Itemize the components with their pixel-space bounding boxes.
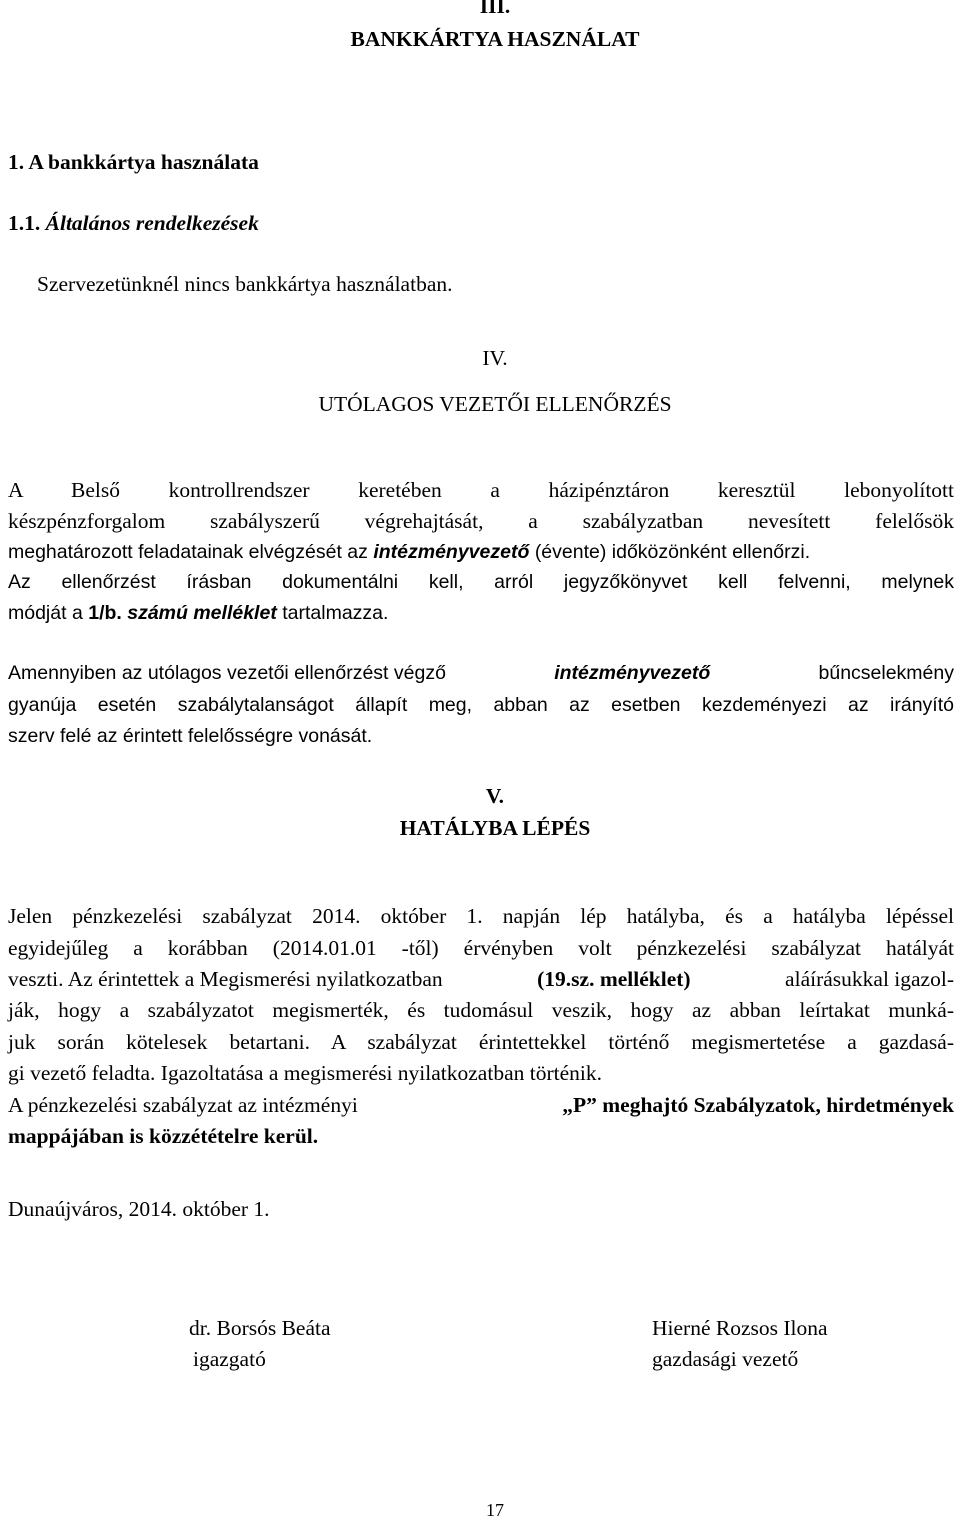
section-4-number: IV. [482,346,508,370]
text-run: Amennyiben az utólagos vezetői ellenőrzést végző [8,662,446,684]
place-and-date: Dunaújváros, 2014. október 1. [8,1197,270,1221]
paragraph-line [8,541,954,564]
section-3-title: BANKKÁRTYA HASZNÁLAT [350,27,640,51]
section-4-title: UTÓLAGOS VEZETŐI ELLENŐRZÉS [318,392,672,416]
paragraph-line: szerv felé az érintett felelősségre vonását. [8,725,373,747]
section-3-number: III. [479,0,511,18]
paragraph-line: készpénzforgalom szabályszerű végrehajtását, a szabályzatban nevesített felelősök [8,509,954,533]
subheading-number: 1.1. [8,211,41,235]
signature-role-right: gazdasági vezető [652,1347,799,1371]
text-run: bűncselekmény [818,662,954,684]
text-run-emphasis: intézményvezető [373,541,530,563]
text-run-emphasis: számú melléklet [127,602,277,624]
text-run: meghatározott feladatainak elvégzését az [8,541,368,563]
subheading-general-provisions [8,211,954,236]
subheading-bankcard-use: 1. A bankkártya használata [8,150,259,174]
signature-name-left: dr. Borsós Beáta [189,1316,331,1340]
paragraph-line: mappájában is közzétételre kerül. [8,1124,319,1148]
paragraph-line [8,602,954,625]
text-run: tartalmazza. [282,602,389,624]
paragraph-line: ják, hogy a szabályzatot megismerték, és tudomásul veszik, hogy az abban leírtakat munká- [8,998,954,1022]
paragraph-line [8,967,954,992]
signature-role-left: igazgató [193,1347,266,1371]
paragraph-line: juk során kötelesek betartani. A szabályzat érintettekkel történő megismertetése a gazdasá- [8,1030,954,1054]
section-5-title: HATÁLYBA LÉPÉS [399,816,591,840]
section-3-body: Szervezetünknél nincs bankkártya használatban. [37,272,453,296]
text-run: (évente) időközönként ellenőrzi. [534,541,811,563]
paragraph-line: A Belső kontrollrendszer keretében a házipénztáron keresztül lebonyolított [8,478,954,502]
paragraph-line: egyidejűleg a korábban (2014.01.01 -től) érvényben volt pénzkezelési szabályzat hatályát [8,936,954,960]
text-run: módját a [8,602,83,624]
paragraph-line [8,1093,954,1118]
text-run-bold: „P” meghajtó Szabályzatok, hirdetmények [562,1093,954,1117]
text-run-bold: 1/b. [88,602,122,624]
text-run-bold: (19.sz. melléklet) [537,967,691,991]
paragraph-line: Az ellenőrzést írásban dokumentálni kell, arról jegyzőkönyvet kell felvenni, melynek [8,571,954,593]
paragraph-line: Jelen pénzkezelési szabályzat 2014. október 1. napján lép hatályba, és a hatályba lépéssel [8,904,954,928]
paragraph-line [8,662,954,685]
text-run: A pénzkezelési szabályzat az intézményi [8,1093,358,1117]
subheading-title: Általános rendelkezések [45,211,259,235]
page-number: 17 [486,1500,504,1520]
paragraph-line: gi vezető feladta. Igazoltatása a megismerési nyilatkozatban történik. [8,1061,602,1085]
signature-name-right: Hierné Rozsos Ilona [652,1316,828,1340]
text-run: veszti. Az érintettek a Megismerési nyilatkozatban [8,967,443,991]
paragraph-line: gyanúja esetén szabálytalanságot állapít meg, abban az esetben kezdeményezi az irányító [8,694,954,716]
text-run: aláírásukkal igazol- [785,967,954,991]
text-run-emphasis: intézményvezető [554,662,711,684]
section-5-number: V. [485,784,505,808]
